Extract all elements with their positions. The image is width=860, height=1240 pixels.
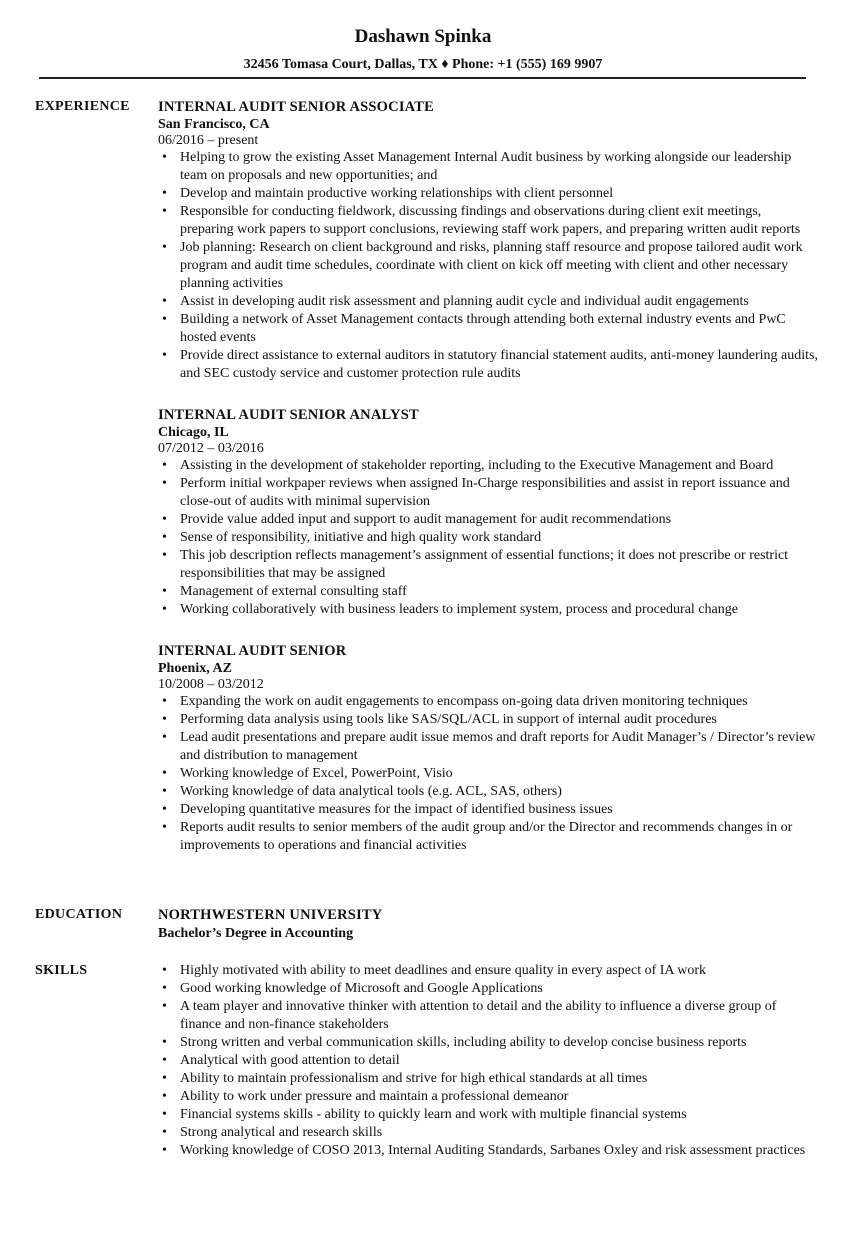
skill-item: • Working knowledge of COSO 2013, Internal Auditing Standards, Sarbanes Oxley and risk assessment practices	[158, 1142, 818, 1160]
bullet-item: • Develop and maintain productive working relationships with client personnel	[158, 185, 818, 203]
school-name: NORTHWESTERN UNIVERSITY	[158, 907, 383, 923]
job-location: San Francisco, CA	[158, 117, 270, 132]
bullet-item: • Management of external consulting staff	[158, 583, 818, 601]
bullet-item: • Responsible for conducting fieldwork, discussing findings and observations during client exit meetings, preparing work papers to support conclusions, reviewing staff work papers, and preparing written audit reports	[158, 203, 818, 239]
skill-item: • A team player and innovative thinker with attention to detail and the ability to influence a diverse group of finance and non-finance stakeholders	[158, 998, 818, 1034]
bullet-item: • Provide value added input and support to audit management for audit recommendations	[158, 511, 818, 529]
skill-item: • Ability to maintain professionalism and strive for high ethical standards at all times	[158, 1070, 818, 1088]
job-bullets	[158, 457, 818, 619]
skill-item: • Financial systems skills - ability to quickly learn and work with multiple financial systems	[158, 1106, 818, 1124]
bullet-item: • Provide direct assistance to external auditors in statutory financial statement audits, anti-money laundering audits, and SEC custody service and customer protection rule audits	[158, 347, 818, 383]
skill-item: • Ability to work under pressure and maintain a professional demeanor	[158, 1088, 818, 1106]
skill-item: • Good working knowledge of Microsoft and Google Applications	[158, 980, 818, 998]
candidate-name: Dashawn Spinka	[354, 26, 492, 47]
job-location: Chicago, IL	[158, 425, 229, 440]
degree-name: Bachelor’s Degree in Accounting	[158, 926, 354, 941]
experience-list	[158, 98, 818, 878]
bullet-item: • Developing quantitative measures for the impact of identified business issues	[158, 801, 818, 819]
contact-line: 32456 Tomasa Court, Dallas, TX ♦ Phone: +1 (555) 169 9907	[243, 57, 603, 72]
bullet-item: • Working knowledge of data analytical tools (e.g. ACL, SAS, others)	[158, 783, 818, 801]
job-title: INTERNAL AUDIT SENIOR ASSOCIATE	[158, 99, 435, 115]
bullet-item: • Helping to grow the existing Asset Management Internal Audit business by working alongside our leadership team on proposals and new opportunities; and	[158, 149, 818, 185]
skill-item: • Analytical with good attention to detail	[158, 1052, 818, 1070]
job-entry	[158, 406, 818, 619]
bullet-item: • Assisting in the development of stakeholder reporting, including to the Executive Management and Board	[158, 457, 818, 475]
section-label-experience: EXPERIENCE	[35, 99, 130, 114]
resume-header	[0, 24, 846, 74]
bullet-item: • Reports audit results to senior members of the audit group and/or the Director and recommends changes in or improvements to operations and financial activities	[158, 819, 818, 855]
skills-list	[158, 962, 818, 1160]
job-dates: 07/2012 – 03/2016	[158, 441, 264, 456]
bullet-item: • Sense of responsibility, initiative and high quality work standard	[158, 529, 818, 547]
header-divider	[39, 77, 806, 79]
bullet-item: • Expanding the work on audit engagements to encompass on-going data driven monitoring techniques	[158, 693, 818, 711]
bullet-item: • Working knowledge of Excel, PowerPoint, Visio	[158, 765, 818, 783]
bullet-item: • Performing data analysis using tools like SAS/SQL/ACL in support of internal audit procedures	[158, 711, 818, 729]
bullet-item: • This job description reflects management’s assignment of essential functions; it does not prescribe or restrict responsibilities that may be assigned	[158, 547, 818, 583]
job-bullets	[158, 149, 818, 383]
skill-item: • Strong written and verbal communication skills, including ability to develop concise business reports	[158, 1034, 818, 1052]
bullet-item: • Building a network of Asset Management contacts through attending both external industry events and PwC hosted events	[158, 311, 818, 347]
skill-item: • Strong analytical and research skills	[158, 1124, 818, 1142]
bullet-item: • Assist in developing audit risk assessment and planning audit cycle and individual audit engagements	[158, 293, 818, 311]
bullet-item: • Working collaboratively with business leaders to implement system, process and procedural change	[158, 601, 818, 619]
job-bullets	[158, 693, 818, 855]
job-dates: 10/2008 – 03/2012	[158, 677, 264, 692]
bullet-item: • Job planning: Research on client background and risks, planning staff resource and propose tailored audit work program and audit time schedules, coordinate with client on kick off meeting with client and other necessary planning activities	[158, 239, 818, 293]
job-entry	[158, 642, 818, 855]
job-dates: 06/2016 – present	[158, 133, 259, 148]
job-location: Phoenix, AZ	[158, 661, 232, 676]
skill-item: • Highly motivated with ability to meet deadlines and ensure quality in every aspect of IA work	[158, 962, 818, 980]
job-entry	[158, 98, 818, 383]
section-label-education: EDUCATION	[35, 907, 123, 922]
job-title: INTERNAL AUDIT SENIOR	[158, 643, 347, 659]
bullet-item: • Perform initial workpaper reviews when assigned In-Charge responsibilities and assist in report issuance and close-out of audits with minimal supervision	[158, 475, 818, 511]
section-label-skills: SKILLS	[35, 963, 88, 978]
skills-bullets	[158, 962, 818, 1160]
job-title: INTERNAL AUDIT SENIOR ANALYST	[158, 407, 419, 423]
education-entry	[158, 906, 818, 944]
bullet-item: • Lead audit presentations and prepare audit issue memos and draft reports for Audit Manager’s / Director’s review and distribution to management	[158, 729, 818, 765]
